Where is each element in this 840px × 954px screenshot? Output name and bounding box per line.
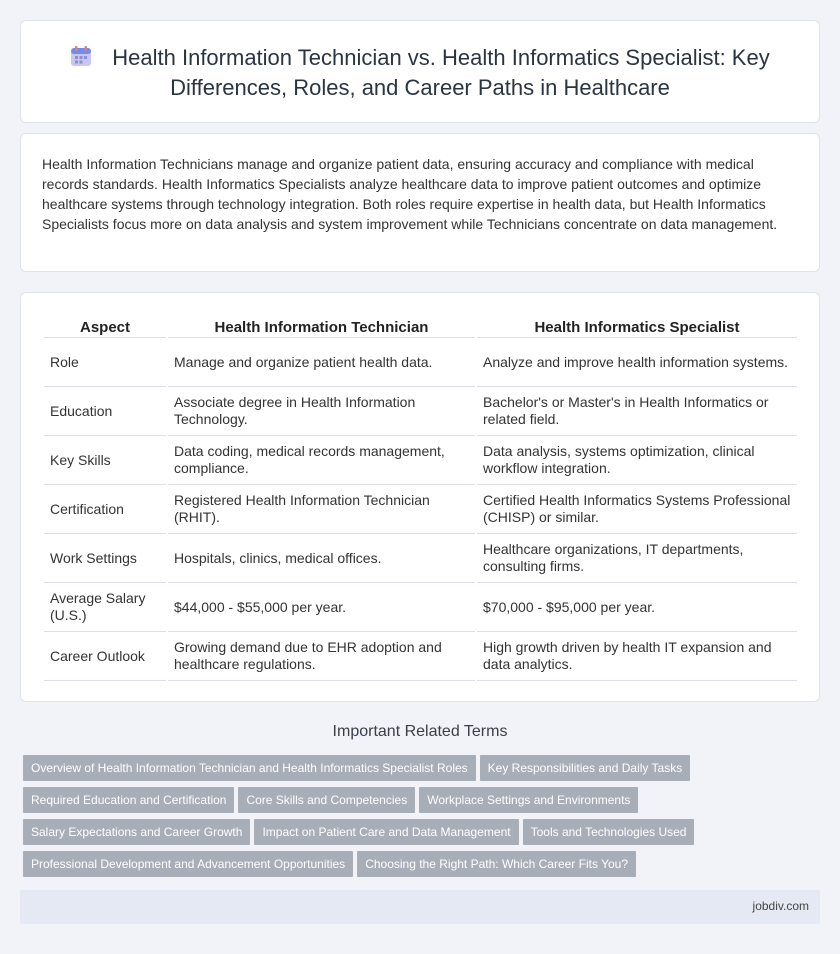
table-cell-specialist: Certified Health Informatics Systems Professional (CHISP) or similar. (477, 485, 797, 534)
header-aspect: Aspect (44, 314, 166, 338)
term-row (23, 787, 823, 819)
header-technician: Health Information Technician (168, 314, 475, 338)
term-tag[interactable]: Required Education and Certification (23, 787, 234, 813)
footer (20, 890, 820, 924)
table-cell-aspect: Work Settings (44, 534, 166, 583)
table-cell-technician: Associate degree in Health Information Technology. (168, 387, 475, 436)
related-terms-heading: Important Related Terms (332, 723, 508, 740)
table-cell-aspect: Career Outlook (44, 632, 166, 681)
table-row (44, 387, 797, 436)
table-cell-technician: Data coding, medical records management, compliance. (168, 436, 475, 485)
table-cell-technician: Hospitals, clinics, medical offices. (168, 534, 475, 583)
table-row (44, 485, 797, 534)
term-row (23, 819, 823, 851)
table-cell-specialist: Bachelor's or Master's in Health Informatics or related field. (477, 387, 797, 436)
table-row (44, 436, 797, 485)
table-row (44, 534, 797, 583)
table-row (44, 338, 797, 387)
term-tag[interactable]: Salary Expectations and Career Growth (23, 819, 250, 845)
related-terms-list (23, 755, 823, 883)
term-tag[interactable]: Core Skills and Competencies (238, 787, 415, 813)
term-tag[interactable]: Overview of Health Information Technician and Health Informatics Specialist Roles (23, 755, 476, 781)
footer-site-link[interactable]: jobdiv.com (752, 899, 809, 913)
table-cell-specialist: $70,000 - $95,000 per year. (477, 583, 797, 632)
table-cell-technician: Growing demand due to EHR adoption and healthcare regulations. (168, 632, 475, 681)
comparison-table (42, 314, 799, 681)
term-tag[interactable]: Impact on Patient Care and Data Management (254, 819, 518, 845)
term-row (23, 851, 823, 883)
calendar-icon (70, 45, 92, 67)
table-cell-specialist: Healthcare organizations, IT departments, consulting firms. (477, 534, 797, 583)
table-cell-aspect: Education (44, 387, 166, 436)
title-card (20, 20, 820, 123)
table-header-row (44, 314, 797, 338)
term-tag[interactable]: Key Responsibilities and Daily Tasks (480, 755, 691, 781)
table-cell-technician: Manage and organize patient health data. (168, 338, 475, 387)
header-specialist: Health Informatics Specialist (477, 314, 797, 338)
table-cell-technician: $44,000 - $55,000 per year. (168, 583, 475, 632)
table-cell-aspect: Role (44, 338, 166, 387)
table-cell-specialist: High growth driven by health IT expansion and data analytics. (477, 632, 797, 681)
comparison-card (20, 292, 820, 702)
table-cell-aspect: Key Skills (44, 436, 166, 485)
table-row (44, 632, 797, 681)
term-tag[interactable]: Tools and Technologies Used (523, 819, 695, 845)
page-title-wrap (21, 43, 819, 103)
term-tag[interactable]: Choosing the Right Path: Which Career Fits You? (357, 851, 636, 877)
table-cell-technician: Registered Health Information Technician (RHIT). (168, 485, 475, 534)
table-cell-aspect: Average Salary (U.S.) (44, 583, 166, 632)
intro-card (20, 133, 820, 272)
term-tag[interactable]: Professional Development and Advancement Opportunities (23, 851, 353, 877)
table-cell-aspect: Certification (44, 485, 166, 534)
term-tag[interactable]: Workplace Settings and Environments (419, 787, 638, 813)
table-cell-specialist: Data analysis, systems optimization, clinical workflow integration. (477, 436, 797, 485)
intro-paragraph: Health Information Technicians manage and organize patient data, ensuring accuracy and compliance with medical records standards. Health Informatics Specialists analyze healthcare data to improve patient outcomes and optimize healthcare systems through technology integration. Both roles require expertise in health data, but Health Informatics Specialists focus more on data analysis and system improvement while Technicians concentrate on data management. (42, 156, 778, 232)
table-row (44, 583, 797, 632)
term-row (23, 755, 823, 787)
page-title: Health Information Technician vs. Health Informatics Specialist: Key Differences, Roles, and Career Paths in Healthcare (112, 45, 770, 100)
table-cell-specialist: Analyze and improve health information systems. (477, 338, 797, 387)
